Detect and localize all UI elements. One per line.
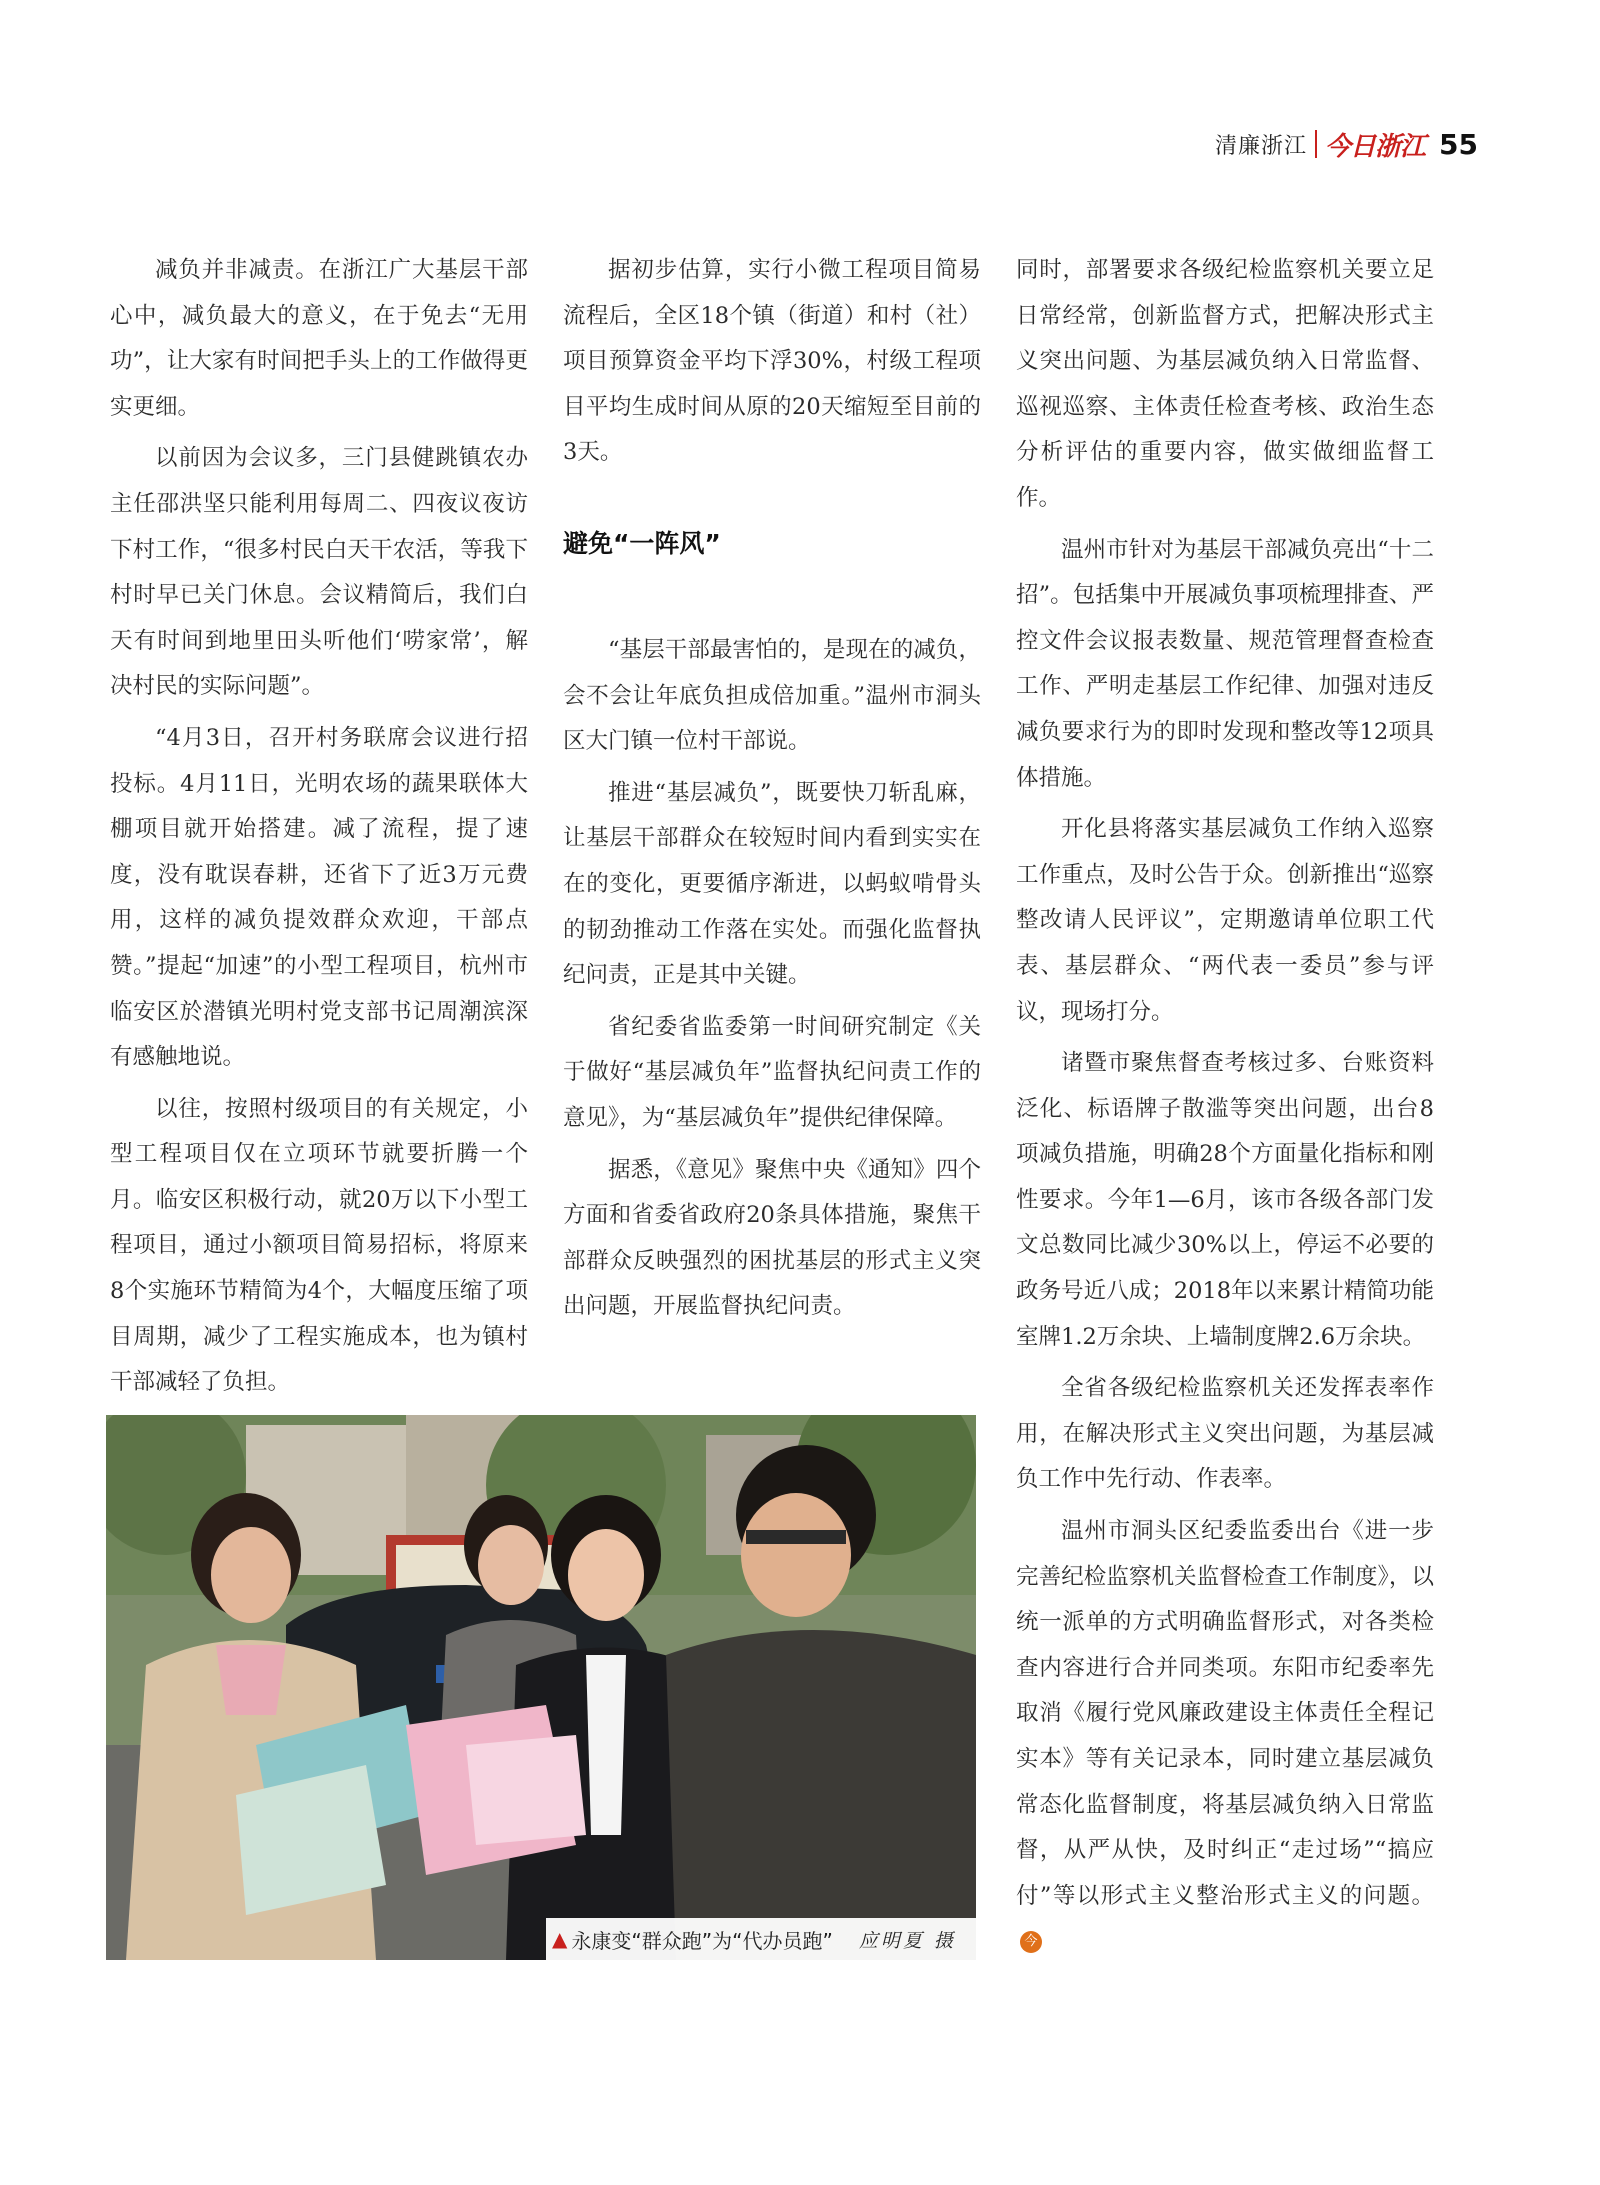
header-divider — [1315, 130, 1317, 158]
paragraph: 据初步估算，实行小微工程项目简易流程后，全区18个镇（街道）和村（社）项目预算资金平均下浮30%，村级工程项目平均生成时间从原的20天缩短至目前的3天。 — [563, 257, 981, 466]
photo-illustration — [106, 1415, 976, 1960]
photo-credit: 应明夏 摄 — [858, 1929, 956, 1952]
magazine-logo: 今日浙江 — [1325, 131, 1426, 162]
page-header — [1215, 124, 1478, 164]
column-1 — [110, 248, 528, 1412]
paragraph: 推进“基层减负”，既要快刀斩乱麻，让基层干部群众在较短时间内看到实实在在的变化，更要循序渐进，以蚂蚁啃骨头的韧劲推动工作落在实处。而强化监督执纪问责，正是其中关键。 — [563, 779, 981, 989]
paragraph: 据悉，《意见》聚焦中央《通知》四个方面和省委省政府20条具体措施，聚焦干部群众反映强烈的困扰基层的形式主义突出问题，开展监督执纪问责。 — [563, 1156, 981, 1320]
caption-text: 永康变“群众跑”为“代办员跑” — [571, 1928, 833, 1953]
paragraph: 温州市针对为基层干部减负亮出“十二招”。包括集中开展减负事项梳理排查、严控文件会议报表数量、规范管理督查检查工作、严明走基层工作纪律、加强对违反减负要求行为的即时发现和整改等12项具体措施。 — [1016, 536, 1434, 791]
paragraph: 开化县将落实基层减负工作纳入巡察工作重点，及时公告于众。创新推出“巡察整改请人民评议”，定期邀请单位职工代表、基层群众、“两代表一委员”参与评议，现场打分。 — [1016, 816, 1434, 1025]
paragraph: 以前因为会议多，三门县健跳镇农办主任邵洪坚只能利用每周二、四夜议夜访下村工作，“很多村民白天干农活，等我下村时早已关门休息。会议精简后，我们白天有时间到地里田头听他们‘唠家常’，解决村民的实际问题”。 — [110, 445, 528, 700]
section-subheading: 避免“一阵风” — [563, 528, 721, 558]
paragraph: 省纪委省监委第一时间研究制定《关于做好“基层减负年”监督执纪问责工作的意见》，为“基层减负年”提供纪律保障。 — [563, 1013, 981, 1131]
column-2 — [563, 248, 981, 1336]
caption-triangle-icon: ▲ — [552, 1927, 568, 1951]
news-photo — [106, 1415, 976, 1960]
page-number: 55 — [1439, 127, 1478, 161]
paragraph: “基层干部最害怕的，是现在的减负，会不会让年底负担成倍加重。”温州市洞头区大门镇一位村干部说。 — [563, 636, 981, 755]
paragraph: 同时，部署要求各级纪检监察机关要立足日常经常，创新监督方式，把解决形式主义突出问题、为基层减负纳入日常监督、巡视巡察、主体责任检查考核、政治生态分析评估的重要内容，做实做细监督工作。 — [1016, 257, 1434, 511]
paragraph: 以往，按照村级项目的有关规定，小型工程项目仅在立项环节就要折腾一个月。临安区积极行动，就20万以下小型工程项目，通过小额项目简易招标，将原来8个实施环节精简为4个，大幅度压缩了项目周期，减少了工程实施成本，也为镇村干部减轻了负担。 — [110, 1095, 528, 1396]
paragraph-last — [1016, 1509, 1434, 1965]
paragraph: 诸暨市聚焦督查考核过多、台账资料泛化、标语牌子散滥等突出问题，出台8项减负措施，明确28个方面量化指标和刚性要求。今年1—6月，该市各级各部门发文总数同比减少30%以上，停运不必要的政务号近八成；2018年以来累计精简功能室牌1.2万余块、上墙制度牌2.6万余块。 — [1016, 1050, 1434, 1350]
photo-caption — [546, 1918, 976, 1960]
paragraph: 全省各级纪检监察机关还发挥表率作用，在解决形式主义突出问题，为基层减负工作中先行动、作表率。 — [1016, 1375, 1434, 1493]
paragraph: 减负并非减责。在浙江广大基层干部心中，减负最大的意义，在于免去“无用功”，让大家有时间把手头上的工作做得更实更细。 — [110, 257, 528, 420]
paragraph: “4月3日，召开村务联席会议进行招投标。4月11日，光明农场的蔬果联体大棚项目就开始搭建。减了流程，提了速度，没有耽误春耕，还省下了近3万元费用，这样的减负提效群众欢迎，干部点赞。”提起“加速”的小型工程项目，杭州市临安区於潜镇光明村党支部书记周潮滨深有感触地说。 — [110, 724, 528, 1071]
paragraph-text: 温州市洞头区纪委监委出台《进一步完善纪检监察机关监督检查工作制度》，以统一派单的方式明确监督形式，对各类检查内容进行合并同类项。东阳市纪委率先取消《履行党风廉政建设主体责任全程记实本》等有关记录本，同时建立基层减负常态化监督制度，将基层减负纳入日常监督，从严从快，及时纠正“走过场”“搞应付”等以形式主义整治形式主义的问题。 — [1016, 1518, 1434, 1909]
column-3 — [1016, 248, 1434, 1971]
section-title: 清廉浙江 — [1215, 133, 1308, 159]
end-mark-icon: 今 — [1020, 1931, 1042, 1953]
